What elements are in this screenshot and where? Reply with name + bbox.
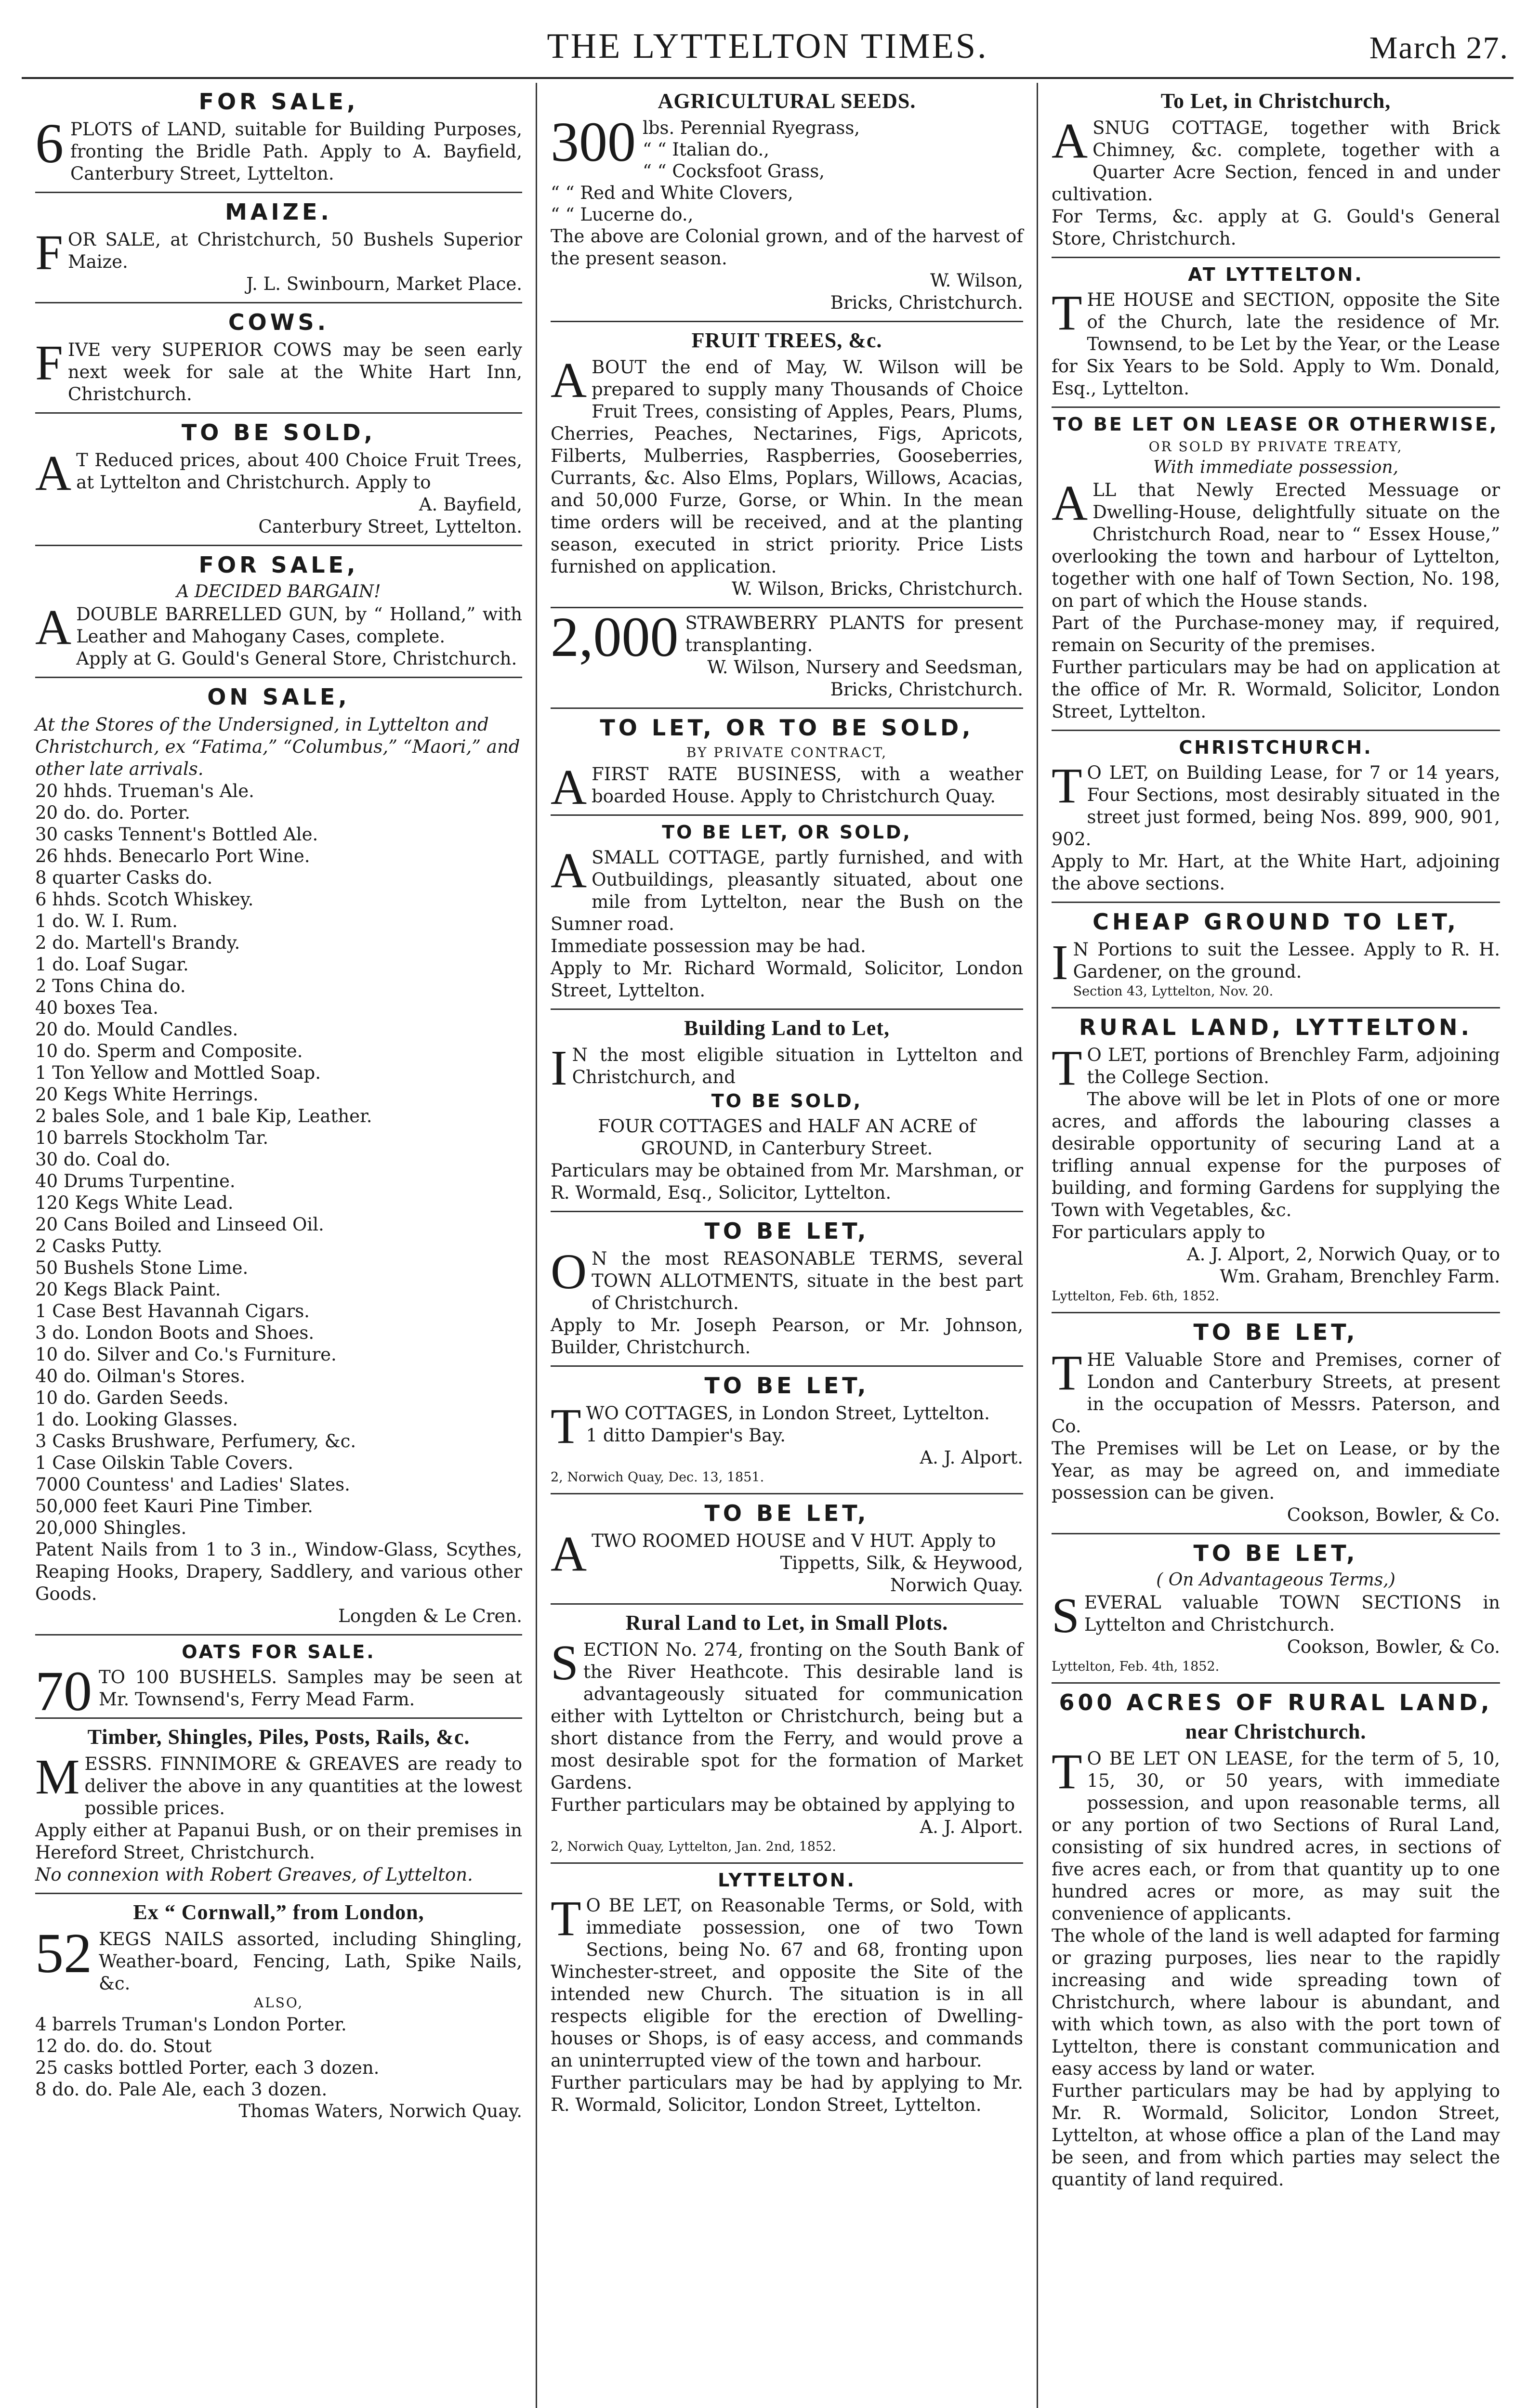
list-item: 40 Drums Turpentine. <box>35 1171 236 1191</box>
ad-text: DOUBLE BARRELLED GUN, by “ Holland,” with Leather and Mahogany Cases, complete. <box>76 604 522 647</box>
ad-body <box>1052 1345 1500 1438</box>
ad-snug-cottage <box>1052 83 1500 258</box>
drop-cap: I <box>1052 935 1068 990</box>
ad-text: For Terms, &c. apply at G. Gould's General Store, Christchurch. <box>1052 206 1500 249</box>
ad-text: TWO ROOMED HOUSE and V HUT. Apply to <box>592 1531 996 1551</box>
ad-heading: TO BE LET, <box>1193 1540 1358 1566</box>
ad-text: N the most eligible situation in Lyttelton and Christchurch, and <box>572 1045 1023 1087</box>
ad-body <box>1052 475 1500 612</box>
ad-text: Apply to Mr. Richard Wormald, Solicitor, London Street, Lyttelton. <box>551 958 1023 1001</box>
ad-body <box>35 225 522 280</box>
ad-messuage-lease <box>1052 408 1500 731</box>
drop-cap: S <box>1052 1588 1079 1643</box>
drop-cap: T <box>1052 1345 1082 1400</box>
ad-text: WO COTTAGES, in London Street, Lyttelton. <box>586 1403 990 1424</box>
list-item: 3 do. London Boots and Shoes. <box>35 1322 315 1343</box>
ad-signature: Cookson, Bowler, & Co. <box>1287 1505 1500 1525</box>
ad-fruit-trees-sold <box>35 414 522 546</box>
drop-cap: I <box>551 1040 567 1096</box>
list-item: 10 barrels Stockholm Tar. <box>35 1127 269 1148</box>
ad-text: The whole of the land is well adapted for farming or grazing purposes, lies near to the rapidly increasing and wide spreading town of Christchurch, where labour is abundant, and with which town, as also with the port town of Lyttelton, there is constant communication and easy access by land or water. <box>1052 1925 1500 2079</box>
ad-text: OR SALE, at Christchurch, 50 Bushels Superior Maize. <box>67 229 522 272</box>
ad-house-and-section <box>1052 258 1500 408</box>
list-item: 20 do. Mould Candles. <box>35 1019 238 1040</box>
ad-heading: RURAL LAND, LYTTELTON. <box>1079 1014 1473 1040</box>
ad-signature: W. Wilson, <box>930 270 1023 291</box>
ad-heading: TO BE LET, OR SOLD, <box>662 822 912 843</box>
ad-body <box>1052 1588 1500 1643</box>
seed-line: “ “ Italian do., <box>643 139 770 160</box>
ad-text: For particulars apply to <box>1052 1222 1265 1243</box>
drop-cap: A <box>551 1526 587 1582</box>
ad-number: 2,000 <box>551 605 679 668</box>
ad-signature: Thomas Waters, Norwich Quay. <box>238 2101 522 2121</box>
list-item: 10 do. Sperm and Composite. <box>35 1041 303 1061</box>
list-item: 50,000 feet Kauri Pine Timber. <box>35 1496 313 1517</box>
ad-text: BOUT the end of May, W. Wilson will be prepared to supply many Thousands of Choice Fruit Trees, consisting of Apples, Pears, Plums, Cherries, Peaches, Nectarines, Figs, Apricots, Filberts, Mulberries, Raspberries, Gooseberries, Currants, &c. Also Elms, Poplars, Willows, Acacias, and 50,000 Furze, Gorse, or Whin. In the mean time orders will be received, and at the planting season, executed in strict priority. Price Lists furnished on application. <box>551 357 1023 577</box>
ad-two-cottages <box>551 1367 1023 1494</box>
list-item: 40 do. Oilman's Stores. <box>35 1366 246 1387</box>
ad-text: ESSRS. FINNIMORE & GREAVES are ready to deliver the above in any quantities at the lowest possible prices. <box>84 1754 522 1819</box>
ad-lyttelton-town-sections <box>551 1864 1023 2123</box>
ad-heading: FOR SALE, <box>198 552 359 578</box>
ad-heading: 600 ACRES OF RURAL LAND, <box>1059 1689 1493 1715</box>
ad-heading: TO LET, OR TO BE SOLD, <box>600 715 974 741</box>
list-item: 1 do. W. I. Rum. <box>35 911 178 931</box>
ad-rural-land-lyttelton <box>1052 1008 1500 1313</box>
ad-heading: AGRICULTURAL SEEDS. <box>658 89 916 113</box>
ad-body <box>1052 1040 1500 1096</box>
ad-body <box>551 1635 1023 1794</box>
drop-cap: T <box>551 1399 581 1454</box>
ad-subheading: A DECIDED BARGAIN! <box>176 582 381 602</box>
ad-text: EVERAL valuable TOWN SECTIONS in Lyttelton and Christchurch. <box>1084 1592 1500 1635</box>
ad-subheading: TO BE SOLD, <box>711 1090 863 1112</box>
goods-list <box>35 780 522 1539</box>
ad-body <box>35 1749 522 1819</box>
ad-heading: CHRISTCHURCH. <box>1179 737 1373 758</box>
ad-body <box>1052 1744 1500 1925</box>
ad-building-land <box>551 1010 1023 1212</box>
ad-signature-address: Wm. Graham, Brenchley Farm. <box>1220 1266 1500 1287</box>
ad-text: The above will be let in Plots of one or more acres, and affords the labouring classes a desirable opportunity of securing Land at a trifling annual expense for the purposes of building, and forming Gardens for supplying the Town with Vegetables, &c. <box>1052 1089 1500 1220</box>
ad-text: Further particulars may be had by applying to Mr. R. Wormald, Solicitor, London Street, Lyttelton. <box>551 2072 1023 2115</box>
ad-town-sections <box>1052 1534 1500 1684</box>
ad-body <box>551 353 1023 578</box>
drop-cap: T <box>1052 285 1082 340</box>
ad-note: Section 43, Lyttelton, Nov. 20. <box>1073 984 1274 999</box>
drop-cap: A <box>1052 475 1088 531</box>
drop-cap: A <box>551 353 587 408</box>
ad-heading: TO BE LET, <box>704 1373 869 1399</box>
ad-text: N the most REASONABLE TERMS, several TOWN ALLOTMENTS, situate in the best part of Christchurch. <box>592 1248 1023 1313</box>
ad-text: Apply either at Papanui Bush, or on their premises in Hereford Street, Christchurch. <box>35 1820 522 1863</box>
drop-cap: T <box>1052 1744 1082 1799</box>
list-item: 3 Casks Brushware, Perfumery, &c. <box>35 1431 356 1452</box>
ad-signature-address: Norwich Quay. <box>890 1575 1023 1596</box>
ad-text: ECTION No. 274, fronting on the South Bank of the River Heathcote. This desirable land is advantageously situated for communication either with Lyttelton or Christchurch, being but a short distance from the Ferry, and would prove a most desirable spot for the formation of Market Gardens. <box>551 1639 1023 1793</box>
ad-body <box>35 335 522 406</box>
list-item: 20 Kegs White Herrings. <box>35 1084 259 1105</box>
ad-kegs-nails <box>35 1894 522 2129</box>
ad-text: Apply to Mr. Joseph Pearson, or Mr. Johnson, Builder, Christchurch. <box>551 1315 1023 1358</box>
ad-signature: J. L. Swinbourn, Market Place. <box>246 274 522 294</box>
list-item: 2 bales Sole, and 1 bale Kip, Leather. <box>35 1106 372 1126</box>
ad-plots-for-sale <box>35 83 522 193</box>
ad-heading: LYTTELTON. <box>718 1870 856 1891</box>
ad-signature-address: Canterbury Street, Lyttelton. <box>258 516 522 537</box>
seed-line: “ “ Red and White Clovers, <box>551 183 793 203</box>
list-item: 1 Ton Yellow and Mottled Soap. <box>35 1062 321 1083</box>
ad-number: 52 <box>35 1922 92 1985</box>
ad-text: Apply at G. Gould's General Store, Christchurch. <box>76 648 517 669</box>
drop-cap: O <box>551 1244 587 1299</box>
ad-two-roomed-house <box>551 1494 1023 1605</box>
columns <box>22 83 1514 2408</box>
list-item: 1 Case Best Havannah Cigars. <box>35 1301 310 1322</box>
ad-body <box>1052 935 1500 990</box>
ad-heading: COWS. <box>228 309 329 335</box>
ad-signature: W. Wilson, Bricks, Christchurch. <box>731 578 1023 599</box>
ad-text: IVE very SUPERIOR COWS may be seen early next week for sale at the White Hart Inn, Christchurch. <box>67 340 522 405</box>
ad-body <box>551 1891 1023 2072</box>
list-item: 7000 Countess' and Ladies' Slates. <box>35 1474 350 1495</box>
ad-agricultural-seeds <box>551 83 1023 322</box>
ad-text: O LET, portions of Brenchley Farm, adjoining the College Section. <box>1087 1045 1500 1087</box>
ad-heading: Timber, Shingles, Piles, Posts, Rails, &c. <box>87 1725 470 1749</box>
ad-heading: OATS FOR SALE. <box>182 1641 376 1662</box>
newspaper-title: THE LYTTELTON TIMES. <box>547 26 988 66</box>
ad-heading: CHEAP GROUND TO LET, <box>1092 909 1459 935</box>
ad-christchurch-sections <box>1052 731 1500 903</box>
ad-intro: At the Stores of the Undersigned, in Lyttelton and Christchurch, ex “Fatima,” “Columbus,” “Maori,” and other late arrivals. <box>35 714 520 779</box>
drop-cap: A <box>551 843 587 898</box>
ad-caps-line: BY PRIVATE CONTRACT, <box>686 745 888 760</box>
ad-text: 1 ditto Dampier's Bay. <box>586 1425 786 1446</box>
ad-subheading: ( On Advantageous Terms,) <box>1156 1570 1395 1590</box>
drop-cap: A <box>551 759 587 815</box>
ad-note: No connexion with Robert Greaves, of Lyttelton. <box>35 1864 473 1885</box>
ad-heading: MAIZE. <box>225 199 332 225</box>
ad-text: Further particulars may be had by applying to Mr. R. Wormald, Solicitor, London Street, Lyttelton, at whose office a plan of the Land may be seen, and from which parties may select the quantity of land required. <box>1052 2081 1500 2190</box>
ad-text: Part of the Purchase-money may, if required, remain on Security of the premises. <box>1052 613 1500 655</box>
ad-heading: Ex “ Cornwall,” from London, <box>133 1900 424 1924</box>
ad-signature: Cookson, Bowler, & Co. <box>1287 1636 1500 1657</box>
ad-text: LL that Newly Erected Messuage or Dwelling-House, delightfully situate on the Christchurch Road, near to “ Essex House,” overlooking the town and harbour of Lyttelton, together with one half of Town Section, No. 198, on part of which the House stands. <box>1052 480 1500 611</box>
list-item: 30 do. Coal do. <box>35 1149 171 1170</box>
ad-note: 2, Norwich Quay, Dec. 13, 1851. <box>551 1470 764 1485</box>
ad-body <box>551 843 1023 935</box>
ad-body <box>551 110 1023 225</box>
ad-text: O BE LET ON LEASE, for the term of 5, 10, 15, 30, or 50 years, with immediate possession, and upon reasonable terms, all or any portion of two Sections of Rural Land, consisting of six hundred acres, in sections of five acres each, or from that quantity up to one hundred acres or more, as may suit the convenience of applicants. <box>1052 1748 1500 1924</box>
list-item: 12 do. do. do. Stout <box>35 2036 212 2056</box>
ad-also: ALSO, <box>253 1995 304 2011</box>
list-item: 4 barrels Truman's London Porter. <box>35 2014 347 2035</box>
ad-heading: To Let, in Christchurch, <box>1160 89 1391 113</box>
ad-outro: Patent Nails from 1 to 3 in., Window-Glass, Scythes, Reaping Hooks, Drapery, Saddlery, and various other Goods. <box>35 1539 522 1604</box>
ad-heading: Rural Land to Let, in Small Plots. <box>625 1611 948 1635</box>
ad-note: Lyttelton, Feb. 6th, 1852. <box>1052 1289 1220 1304</box>
ad-body <box>35 600 522 655</box>
drop-cap: F <box>35 335 63 391</box>
ad-town-allotments <box>551 1212 1023 1367</box>
ad-heading: AT LYTTELTON. <box>1188 264 1364 285</box>
ad-body <box>1052 285 1500 400</box>
ad-gun-for-sale <box>35 546 522 678</box>
ad-body <box>551 759 1023 815</box>
list-item: 2 Casks Putty. <box>35 1236 163 1256</box>
list-item: 20,000 Shingles. <box>35 1518 187 1538</box>
ad-cheap-ground <box>1052 903 1500 1008</box>
ad-on-sale-goods <box>35 678 522 1636</box>
list-item: 8 quarter Casks do. <box>35 867 213 888</box>
ad-text: PLOTS of LAND, suitable for Building Purposes, fronting the Bridle Path. Apply to A. Bayfield, Canterbury Street, Lyttelton. <box>70 119 522 184</box>
ad-body <box>1052 758 1500 851</box>
list-item: 30 casks Tennent's Bottled Ale. <box>35 824 318 845</box>
ad-timber-shingles <box>35 1719 522 1894</box>
ad-caps-line: OR SOLD BY PRIVATE TREATY, <box>1148 439 1403 455</box>
list-item: 50 Bushels Stone Lime. <box>35 1257 249 1278</box>
ad-heading: FRUIT TREES, &c. <box>691 328 882 352</box>
drop-cap: A <box>35 445 72 501</box>
ad-text: T Reduced prices, about 400 Choice Fruit Trees, at Lyttelton and Christchurch. Apply to <box>76 450 522 493</box>
ad-number: 6 <box>35 112 64 175</box>
column-2 <box>537 83 1038 2408</box>
ad-text: KEGS NAILS assorted, including Shingling, Weather-board, Fencing, Lath, Spike Nails, &c. <box>99 1929 522 1994</box>
ad-signature: A. J. Alport. <box>920 1817 1023 1837</box>
ad-business-to-let <box>551 709 1023 816</box>
ad-heading: FOR SALE, <box>198 89 359 115</box>
ad-heading: Building Land to Let, <box>684 1016 890 1040</box>
ad-subheading: near Christchurch. <box>1185 1720 1367 1743</box>
ad-signature-address: Bricks, Christchurch. <box>830 679 1023 700</box>
ad-body <box>551 1040 1023 1096</box>
ad-body <box>551 1244 1023 1314</box>
ad-heading: TO BE LET, <box>704 1500 869 1526</box>
ad-rural-land-small-plots <box>551 1605 1023 1864</box>
seed-line: “ “ Lucerne do., <box>551 204 694 225</box>
ad-text: Further particulars may be had on application at the office of Mr. R. Wormald, Solicitor, London Street, Lyttelton. <box>1052 657 1500 722</box>
ad-signature: Longden & Le Cren. <box>338 1606 522 1626</box>
ad-small-cottage <box>551 816 1023 1010</box>
drop-cap: T <box>551 1891 581 1946</box>
ad-fruit-trees <box>551 322 1023 608</box>
list-item: 1 Case Oilskin Table Covers. <box>35 1453 294 1473</box>
column-3 <box>1038 83 1514 2408</box>
ad-body <box>1052 113 1500 206</box>
ad-signature: A. J. Alport, 2, Norwich Quay, or to <box>1186 1244 1500 1265</box>
ad-heading: TO BE SOLD, <box>181 419 376 445</box>
drop-cap: S <box>551 1635 579 1690</box>
list-item: 26 hhds. Benecarlo Port Wine. <box>35 846 310 866</box>
ad-text: Immediate possession may be had. <box>551 936 866 956</box>
column-1 <box>22 83 537 2408</box>
ad-text: SMALL COTTAGE, partly furnished, and with Outbuildings, pleasantly situated, about one mile from Lyttelton, near the Bush on the Sumner road. <box>551 847 1023 934</box>
list-item: 25 casks bottled Porter, each 3 dozen. <box>35 2057 380 2078</box>
list-item: 1 do. Looking Glasses. <box>35 1409 238 1430</box>
newspaper-page <box>22 19 1514 2408</box>
list-item: 10 do. Garden Seeds. <box>35 1387 229 1408</box>
ad-body <box>35 1922 522 1995</box>
list-item: 10 do. Silver and Co.'s Furniture. <box>35 1344 337 1365</box>
ad-text: O BE LET, on Reasonable Terms, or Sold, with immediate possession, one of two Town Sections, being No. 67 and 68, fronting upon Winchester-street, and opposite the Site of the intended new Church. The situation is in all respects eligible for the erection of Dwelling-houses or Shops, is of easy access, and commands an uninterrupted view of the town and harbour. <box>551 1895 1023 2071</box>
ad-body <box>35 445 522 501</box>
seed-line: lbs. Perennial Ryegrass, <box>643 118 860 138</box>
masthead <box>22 19 1514 79</box>
seed-line: “ “ Cocksfoot Grass, <box>643 161 825 182</box>
list-item: 20 hhds. Trueman's Ale. <box>35 781 254 801</box>
ad-heading: TO BE LET, <box>1193 1319 1358 1345</box>
ad-signature: W. Wilson, Nursery and Seedsman, <box>707 657 1023 678</box>
ad-heading: TO BE LET ON LEASE OR OTHERWISE, <box>1053 414 1499 435</box>
list-item: 40 boxes Tea. <box>35 997 158 1018</box>
drop-cap: A <box>1052 113 1088 169</box>
ad-text: The Premises will be Let on Lease, or by the Year, as may be agreed on, and immediate possession can be given. <box>1052 1438 1500 1503</box>
drop-cap: M <box>35 1749 80 1805</box>
ad-strawberry-plants <box>551 605 1023 709</box>
list-item: 120 Kegs White Lead. <box>35 1192 234 1213</box>
ad-signature: A. J. Alport. <box>920 1447 1023 1468</box>
ad-text: The above are Colonial grown, and of the harvest of the present season. <box>551 226 1023 269</box>
drop-cap: F <box>35 225 63 280</box>
ad-number: 300 <box>551 110 636 173</box>
ad-signature: Tippetts, Silk, & Heywood, <box>780 1553 1023 1573</box>
list-item: 6 hhds. Scotch Whiskey. <box>35 889 254 910</box>
ad-text: O LET, on Building Lease, for 7 or 14 years, Four Sections, most desirably situated in the street just formed, being Nos. 899, 900, 901, 902. <box>1052 762 1500 850</box>
ad-text: SNUG COTTAGE, together with Brick Chimney, &c. complete, together with a Quarter Acre Section, fenced in and under cultivation. <box>1052 118 1500 205</box>
ad-signature-address: Bricks, Christchurch. <box>830 292 1023 313</box>
ad-text: Particulars may be obtained from Mr. Marshman, or R. Wormald, Esq., Solicitor, Lyttelton. <box>551 1160 1023 1203</box>
ad-text: TO 100 BUSHELS. Samples may be seen at Mr. Townsend's, Ferry Mead Farm. <box>99 1667 522 1710</box>
ad-heading: ON SALE, <box>207 684 350 710</box>
ad-signature: A. Bayfield, <box>419 494 522 515</box>
ad-body <box>35 1660 522 1723</box>
ad-text: Further particulars may be obtained by applying to <box>551 1794 1015 1815</box>
list-item: 1 do. Loaf Sugar. <box>35 954 189 975</box>
list-item: 20 Cans Boiled and Linseed Oil. <box>35 1214 324 1235</box>
ad-text: N Portions to suit the Lessee. Apply to R. H. Gardener, on the ground. <box>1073 939 1500 982</box>
ad-number: 70 <box>35 1660 92 1723</box>
ad-note: 2, Norwich Quay, Lyttelton, Jan. 2nd, 1852. <box>551 1839 836 1854</box>
ad-oats-for-sale <box>35 1636 522 1723</box>
list-item: 2 do. Martell's Brandy. <box>35 932 240 953</box>
ad-heading: TO BE LET, <box>704 1218 869 1244</box>
drop-cap: T <box>1052 758 1082 813</box>
ad-subheading: With immediate possession, <box>1153 458 1399 477</box>
drop-cap: A <box>35 600 72 655</box>
ad-text: HE HOUSE and SECTION, opposite the Site of the Church, late the residence of Mr. Townsend, to be Let by the Year, or the Lease for Six Years to be Sold. Apply to Wm. Donald, Esq., Lyttelton. <box>1052 289 1500 399</box>
ad-note: Lyttelton, Feb. 4th, 1852. <box>1052 1659 1220 1674</box>
ad-text: STRAWBERRY PLANTS for present transplanting. <box>685 613 1023 655</box>
list-item: 20 Kegs Black Paint. <box>35 1279 221 1300</box>
ad-600-acres <box>1052 1684 1500 2198</box>
list-item: 2 Tons China do. <box>35 976 186 996</box>
ad-text: FIRST RATE BUSINESS, with a weather boarded House. Apply to Christchurch Quay. <box>592 764 1023 807</box>
ad-text: HE Valuable Store and Premises, corner of London and Canterbury Streets, at present in the occupation of Messrs. Paterson, and Co. <box>1052 1349 1500 1437</box>
ad-body <box>35 112 522 185</box>
ad-text: Apply to Mr. Hart, at the White Hart, adjoining the above sections. <box>1052 851 1500 894</box>
drop-cap: T <box>1052 1040 1082 1096</box>
ad-text: FOUR COTTAGES and HALF AN ACRE of GROUND, in Canterbury Street. <box>598 1116 976 1159</box>
list-item: 8 do. do. Pale Ale, each 3 dozen. <box>35 2079 328 2100</box>
ad-maize <box>35 193 522 303</box>
ad-store-and-premises <box>1052 1313 1500 1534</box>
ad-cows <box>35 303 522 414</box>
issue-date: March 27. <box>1369 30 1509 65</box>
list-item: 20 do. do. Porter. <box>35 802 191 823</box>
